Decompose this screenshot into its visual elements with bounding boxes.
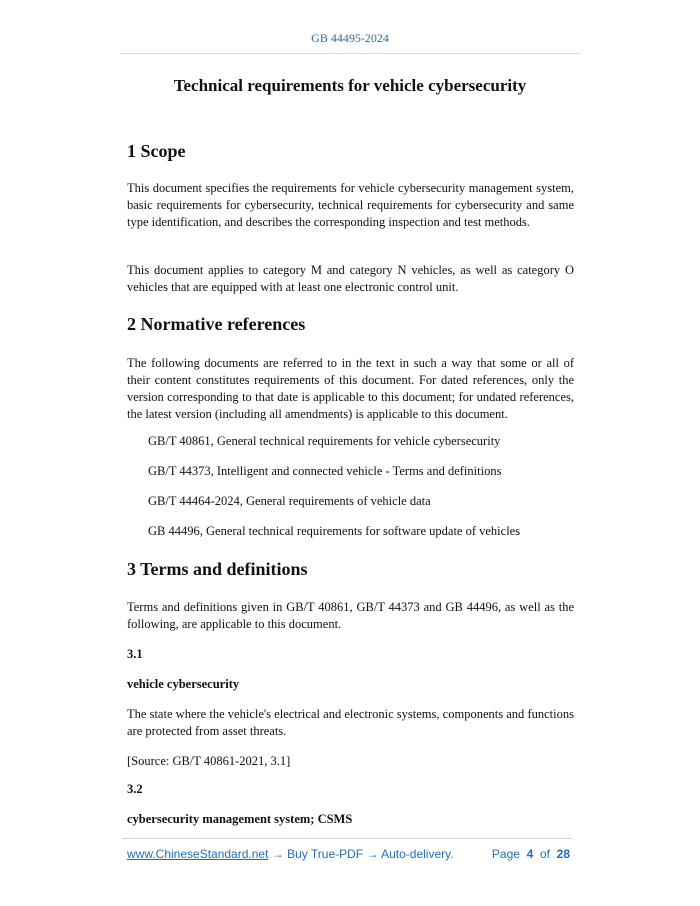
- section-heading-scope: 1 Scope: [127, 141, 186, 161]
- term-number: 3.2: [127, 782, 143, 796]
- term-number: 3.1: [127, 647, 143, 661]
- reference-item: GB 44496, General technical requirements for software update of vehicles: [148, 524, 521, 538]
- reference-item: GB/T 40861, General technical requirements for vehicle cybersecurity: [148, 434, 501, 448]
- term-source: [Source: GB/T 40861-2021, 3.1]: [127, 754, 291, 768]
- term-name: vehicle cybersecurity: [127, 677, 240, 691]
- paragraph: Terms and definitions given in GB/T 40861, GB/T 44373 and GB 44496, as well as the following, are applicable to this document.: [127, 600, 574, 631]
- term-name: cybersecurity management system; CSMS: [127, 812, 353, 826]
- footer-promo: [127, 847, 454, 861]
- paragraph: This document applies to category M and category N vehicles, as well as category O vehicles that are equipped with at least one electronic control unit.: [127, 263, 574, 294]
- total-pages: 28: [556, 847, 570, 861]
- document-title: Technical requirements for vehicle cybersecurity: [173, 76, 527, 95]
- footer: [127, 847, 570, 861]
- section-heading-terms: 3 Terms and definitions: [127, 559, 308, 579]
- section-heading-normative-references: 2 Normative references: [127, 314, 306, 334]
- footer-divider: [122, 838, 572, 839]
- current-page: 4: [526, 847, 534, 861]
- website-link[interactable]: www.ChineseStandard.net: [127, 847, 269, 861]
- reference-item: GB/T 44464-2024, General requirements of vehicle data: [148, 494, 431, 508]
- reference-item: GB/T 44373, Intelligent and connected vehicle - Terms and definitions: [148, 464, 502, 478]
- footer-promo-text: → Buy True-PDF → Auto-delivery.: [268, 847, 454, 861]
- page-indicator: Page 4 of 28: [491, 847, 570, 861]
- paragraph: This document specifies the requirements for vehicle cybersecurity management system, basic requirements for cybersecurity, technical requirements for cybersecurity and same type identification, and describes the corresponding inspection and test methods.: [127, 181, 574, 229]
- header-divider: [120, 53, 580, 54]
- paragraph: The following documents are referred to in the text in such a way that some or all of their content constitutes requirements of this document. For dated references, only the version corresponding to that date is applicable to this document; for undated references, the latest version (including all amendments) is applicable to this document.: [127, 356, 574, 421]
- header-doc-id: GB 44495-2024: [311, 31, 389, 45]
- term-definition: The state where the vehicle's electrical and electronic systems, components and functions are protected from asset threats.: [127, 707, 574, 738]
